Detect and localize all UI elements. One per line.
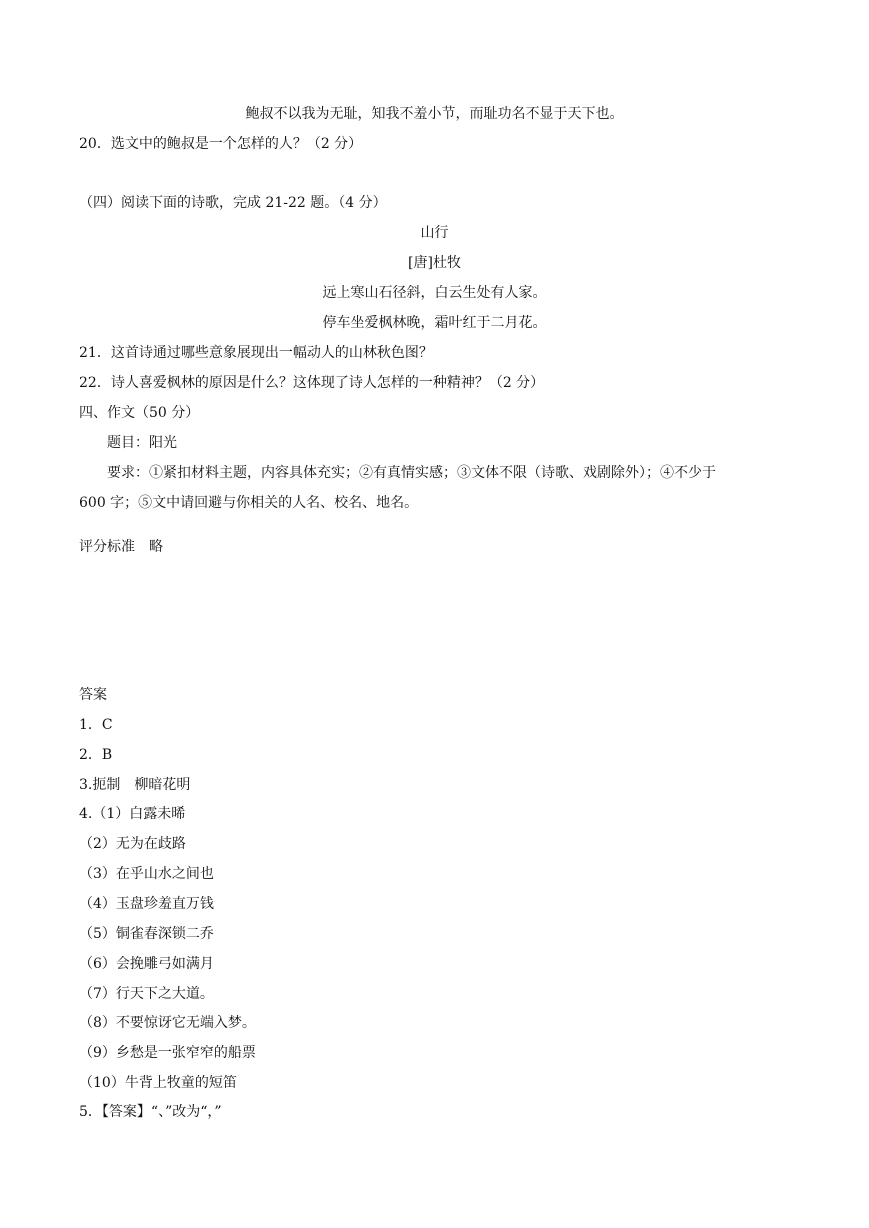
- answer-4-1: 4.（1）白露未晞: [79, 806, 186, 822]
- quote-line: 鲍叔不以我为无耻，知我不羞小节，而耻功名不显于天下也。: [245, 106, 624, 122]
- answer-4-7: （7）行天下之大道。: [79, 986, 214, 1002]
- essay-topic: 题目：阳光: [107, 435, 177, 451]
- question-21: 21．这首诗通过哪些意象展现出一幅动人的山林秋色图？: [79, 345, 433, 361]
- poem-author: [唐]杜牧: [408, 255, 461, 271]
- answer-4-4: （4）玉盘珍羞直万钱: [79, 896, 214, 912]
- answer-4-3: （3）在乎山水之间也: [79, 866, 214, 882]
- answer-1: 1．C: [79, 717, 113, 733]
- poem-line-1: 远上寒山石径斜，白云生处有人家。: [322, 285, 547, 301]
- answer-4-2: （2）无为在歧路: [79, 836, 186, 852]
- section-4-intro: （四）阅读下面的诗歌，完成 21-22 题。（4 分）: [79, 195, 387, 211]
- answer-4-8: （8）不要惊讶它无端入梦。: [79, 1015, 256, 1031]
- poem-line-2: 停车坐爱枫林晚，霜叶红于二月花。: [322, 315, 547, 331]
- answer-4-6: （6）会挽雕弓如满月: [79, 956, 214, 972]
- answer-4-5: （5）铜雀春深锁二乔: [79, 926, 214, 942]
- poem-title: 山行: [420, 225, 449, 241]
- question-20: 20．选文中的鲍叔是一个怎样的人？（2 分）: [79, 136, 363, 152]
- essay-requirements-line-2: 600 字；⑤文中请回避与你相关的人名、校名、地名。: [79, 495, 419, 511]
- answer-5: 5．【答案】“、”改为“，”: [79, 1104, 222, 1120]
- answer-4-10: （10）牛背上牧童的短笛: [79, 1075, 237, 1091]
- grading-note: 评分标准 略: [79, 539, 163, 555]
- question-22: 22．诗人喜爱枫林的原因是什么？这体现了诗人怎样的一种精神？（2 分）: [79, 375, 545, 391]
- answer-4-9: （9）乡愁是一张窄窄的船票: [79, 1045, 256, 1061]
- essay-requirements-line-1: 要求：①紧扣材料主题，内容具体充实；②有真情实感；③文体不限（诗歌、戏剧除外）；④不少于: [107, 465, 716, 481]
- answer-2: 2．B: [79, 747, 113, 763]
- answer-3: 3.扼制 柳暗花明: [79, 777, 191, 793]
- answers-heading: 答案: [79, 687, 107, 703]
- essay-heading: 四、作文（50 分）: [79, 405, 200, 421]
